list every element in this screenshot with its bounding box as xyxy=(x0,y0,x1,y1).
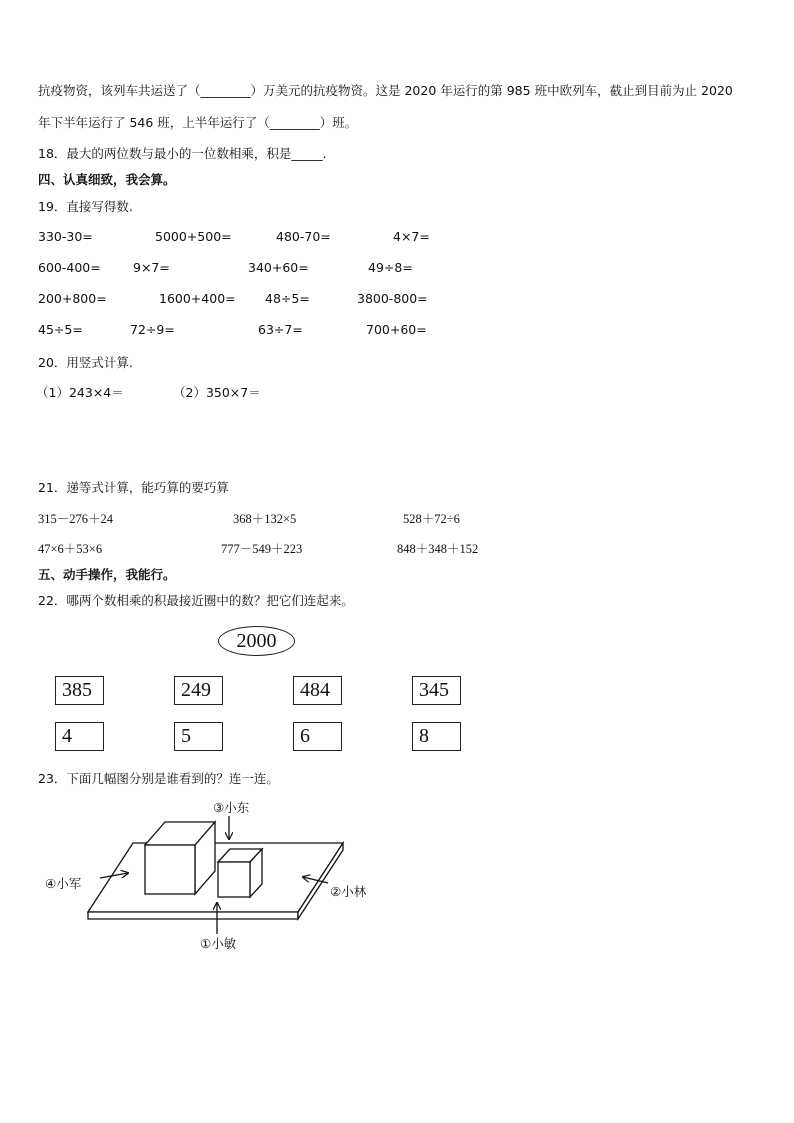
q21-item: 777－549＋223 xyxy=(221,542,303,556)
viewer-label-top: ③小东 xyxy=(213,800,250,815)
q19-item: 49÷8= xyxy=(368,260,413,275)
top-number-box[interactable]: 249 xyxy=(174,676,223,705)
q19-item: 72÷9= xyxy=(130,322,175,337)
viewer-label-right: ②小林 xyxy=(330,884,367,899)
large-cube-shape xyxy=(145,822,215,894)
q19-item: 63÷7= xyxy=(258,322,303,337)
q19-item: 45÷5= xyxy=(38,322,83,337)
intro-line-1: 抗疫物资，该列车共运送了（________）万美元的抗疫物资。这是 2020 年运行的第 985 班中欧列车，截止到目前为止 2020 xyxy=(38,83,733,98)
section-4-heading: 四、认真细致，我会算。 xyxy=(38,172,176,187)
small-cube-shape xyxy=(218,849,262,897)
q19-item: 1600+400= xyxy=(159,291,236,306)
q19-item: 3800-800= xyxy=(357,291,428,306)
q19-item: 200+800= xyxy=(38,291,107,306)
question-18: 18．最大的两位数与最小的一位数相乘，积是_____. xyxy=(38,146,327,161)
top-number-box[interactable]: 385 xyxy=(55,676,104,705)
q19-item: 5000+500= xyxy=(155,229,232,244)
q21-item: 848＋348＋152 xyxy=(397,542,479,556)
q19-item: 48÷5= xyxy=(265,291,310,306)
bottom-number-box[interactable]: 4 xyxy=(55,722,104,751)
bottom-number-box[interactable]: 8 xyxy=(412,722,461,751)
q19-item: 480-70= xyxy=(276,229,331,244)
top-number-box[interactable]: 345 xyxy=(412,676,461,705)
question-20-title: 20．用竖式计算. xyxy=(38,355,133,370)
top-number-box[interactable]: 484 xyxy=(293,676,342,705)
question-21-title: 21．递等式计算，能巧算的要巧算 xyxy=(38,480,229,495)
viewer-label-left: ④小军 xyxy=(45,876,82,891)
q20-item-1: （1）243×4＝ xyxy=(36,385,124,400)
viewer-label-bottom: ①小敏 xyxy=(200,936,237,951)
question-19-title: 19．直接写得数. xyxy=(38,199,133,214)
q19-item: 600-400= xyxy=(38,260,101,275)
q20-item-2: （2）350×7＝ xyxy=(173,385,261,400)
question-22-title: 22．哪两个数相乘的积最接近圈中的数？把它们连起来。 xyxy=(38,593,354,608)
q19-item: 700+60= xyxy=(366,322,427,337)
target-number-oval: 2000 xyxy=(218,626,295,656)
q19-item: 4×7= xyxy=(393,229,430,244)
bottom-number-box[interactable]: 6 xyxy=(293,722,342,751)
question-23-title: 23．下面几幅图分别是谁看到的？连一连。 xyxy=(38,771,279,786)
intro-line-2: 年下半年运行了 546 班，上半年运行了（________）班。 xyxy=(38,115,358,130)
section-5-heading: 五、动手操作，我能行。 xyxy=(38,567,176,582)
q19-item: 9×7= xyxy=(133,260,170,275)
q21-item: 528＋72÷6 xyxy=(403,512,460,526)
q21-item: 47×6＋53×6 xyxy=(38,542,103,556)
q19-item: 330-30= xyxy=(38,229,93,244)
q21-item: 315－276＋24 xyxy=(38,512,114,526)
bottom-number-box[interactable]: 5 xyxy=(174,722,223,751)
q19-item: 340+60= xyxy=(248,260,309,275)
q21-item: 368＋132×5 xyxy=(233,512,297,526)
